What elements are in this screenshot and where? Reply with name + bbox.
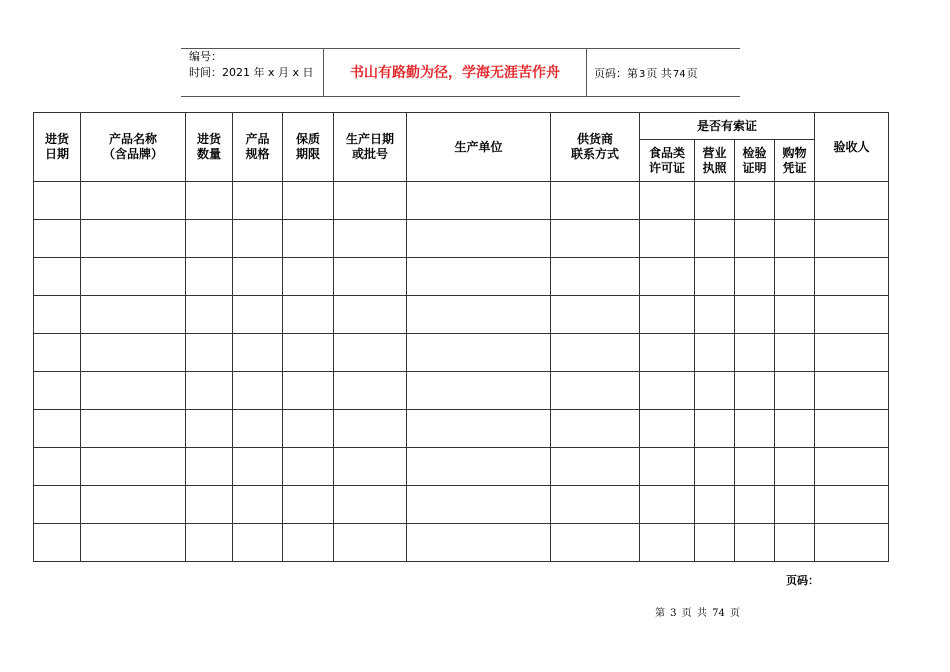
- table-cell[interactable]: [815, 220, 889, 258]
- table-cell[interactable]: [81, 372, 186, 410]
- table-cell[interactable]: [81, 334, 186, 372]
- table-cell[interactable]: [186, 220, 233, 258]
- page-mid: 页 共: [646, 67, 672, 80]
- col-header-date: 进货 日期: [34, 113, 81, 182]
- header-page-info: [594, 65, 698, 81]
- page-prefix: 页码：第: [594, 67, 638, 80]
- table-cell[interactable]: [233, 334, 283, 372]
- table-cell[interactable]: [640, 182, 695, 220]
- table-cell[interactable]: [34, 220, 81, 258]
- table-cell[interactable]: [81, 524, 186, 562]
- table-cell[interactable]: [551, 296, 640, 334]
- table-cell[interactable]: [81, 220, 186, 258]
- table-cell[interactable]: [233, 220, 283, 258]
- table-cell[interactable]: [407, 182, 551, 220]
- table-cell[interactable]: [407, 486, 551, 524]
- table-cell[interactable]: [640, 486, 695, 524]
- table-cell[interactable]: [695, 334, 735, 372]
- table-cell[interactable]: [34, 486, 81, 524]
- table-cell[interactable]: [735, 486, 775, 524]
- table-cell[interactable]: [407, 448, 551, 486]
- table-cell[interactable]: [34, 372, 81, 410]
- table-cell[interactable]: [407, 524, 551, 562]
- col-header-cert-group: 是否有索证: [640, 113, 815, 140]
- table-cell[interactable]: [186, 372, 233, 410]
- col-header-quantity: 进货 数量: [186, 113, 233, 182]
- table-cell[interactable]: [34, 334, 81, 372]
- table-row: [34, 372, 889, 410]
- table-row: [34, 258, 889, 296]
- table-cell[interactable]: [233, 258, 283, 296]
- table-cell[interactable]: [640, 296, 695, 334]
- motto: 书山有路勤为径，学海无涯苦作舟: [350, 65, 560, 81]
- page-number: 3: [639, 69, 646, 80]
- table-cell[interactable]: [775, 182, 815, 220]
- table-row: [34, 524, 889, 562]
- table-cell[interactable]: [775, 448, 815, 486]
- table-cell[interactable]: [81, 410, 186, 448]
- table-cell[interactable]: [695, 448, 735, 486]
- table-cell[interactable]: [640, 334, 695, 372]
- table-cell[interactable]: [81, 296, 186, 334]
- table-cell[interactable]: [283, 220, 334, 258]
- table-cell[interactable]: [34, 448, 81, 486]
- table-cell[interactable]: [283, 296, 334, 334]
- col-header-product: 产品名称 （含品牌）: [81, 113, 186, 182]
- table-cell[interactable]: [815, 372, 889, 410]
- table-row: [34, 334, 889, 372]
- table-cell[interactable]: [640, 220, 695, 258]
- table-cell[interactable]: [775, 334, 815, 372]
- table-cell[interactable]: [186, 296, 233, 334]
- header-info: [189, 49, 314, 81]
- table-cell[interactable]: [186, 182, 233, 220]
- table-cell[interactable]: [34, 182, 81, 220]
- table-cell[interactable]: [775, 410, 815, 448]
- table-cell[interactable]: [283, 410, 334, 448]
- table-cell[interactable]: [334, 334, 407, 372]
- table-cell[interactable]: [186, 410, 233, 448]
- table-cell[interactable]: [334, 486, 407, 524]
- table-cell[interactable]: [695, 220, 735, 258]
- table-row: [34, 410, 889, 448]
- table-body: [34, 182, 889, 562]
- table-cell[interactable]: [283, 524, 334, 562]
- table-cell[interactable]: [551, 334, 640, 372]
- table-cell[interactable]: [186, 486, 233, 524]
- table-cell[interactable]: [775, 486, 815, 524]
- table-cell[interactable]: [233, 410, 283, 448]
- table-cell[interactable]: [233, 486, 283, 524]
- table-cell[interactable]: [233, 524, 283, 562]
- col-header-shelf-life: 保质 期限: [283, 113, 334, 182]
- table-cell[interactable]: [735, 182, 775, 220]
- table-row: [34, 182, 889, 220]
- table-cell[interactable]: [640, 258, 695, 296]
- table-cell[interactable]: [815, 524, 889, 562]
- table-cell[interactable]: [233, 372, 283, 410]
- table-cell[interactable]: [186, 258, 233, 296]
- table-cell[interactable]: [815, 182, 889, 220]
- table-cell[interactable]: [81, 182, 186, 220]
- table-cell[interactable]: [334, 220, 407, 258]
- table-cell[interactable]: [334, 296, 407, 334]
- table-cell[interactable]: [233, 448, 283, 486]
- table-cell[interactable]: [551, 182, 640, 220]
- table-cell[interactable]: [407, 296, 551, 334]
- table-cell[interactable]: [34, 296, 81, 334]
- table-cell[interactable]: [775, 258, 815, 296]
- table-cell[interactable]: [815, 448, 889, 486]
- table-cell[interactable]: [283, 448, 334, 486]
- table-cell[interactable]: [695, 486, 735, 524]
- col-header-spec: 产品 规格: [233, 113, 283, 182]
- table-cell[interactable]: [34, 410, 81, 448]
- table-cell[interactable]: [283, 372, 334, 410]
- table-cell[interactable]: [695, 296, 735, 334]
- table-cell[interactable]: [735, 296, 775, 334]
- table-cell[interactable]: [695, 182, 735, 220]
- table-cell[interactable]: [233, 296, 283, 334]
- table-cell[interactable]: [735, 372, 775, 410]
- table-cell[interactable]: [407, 334, 551, 372]
- table-cell[interactable]: [81, 448, 186, 486]
- table-cell[interactable]: [551, 448, 640, 486]
- code-label: 编号：: [189, 50, 222, 63]
- col-header-cert-inspection: 检验 证明: [735, 140, 775, 182]
- table-cell[interactable]: [334, 182, 407, 220]
- table-cell[interactable]: [735, 258, 775, 296]
- table-cell[interactable]: [695, 524, 735, 562]
- table-cell[interactable]: [186, 334, 233, 372]
- table-cell[interactable]: [735, 448, 775, 486]
- table-row: [34, 220, 889, 258]
- table-cell[interactable]: [34, 524, 81, 562]
- table-cell[interactable]: [775, 524, 815, 562]
- table-row: [34, 486, 889, 524]
- table-cell[interactable]: [334, 258, 407, 296]
- table-cell[interactable]: [815, 410, 889, 448]
- footer-page-line: 第 3 页 共 74 页: [655, 608, 740, 619]
- footer-page-label: 页码：: [786, 574, 819, 587]
- table-cell[interactable]: [815, 258, 889, 296]
- table-cell[interactable]: [34, 258, 81, 296]
- table-cell[interactable]: [233, 182, 283, 220]
- col-header-cert-business: 营业 执照: [695, 140, 735, 182]
- table-cell[interactable]: [283, 258, 334, 296]
- col-header-inspector: 验收人: [815, 113, 889, 182]
- col-header-supplier: 供货商 联系方式: [551, 113, 640, 182]
- table-cell[interactable]: [640, 372, 695, 410]
- table-cell[interactable]: [640, 410, 695, 448]
- table-cell[interactable]: [551, 410, 640, 448]
- header-divider-right: [586, 48, 587, 96]
- table-cell[interactable]: [334, 448, 407, 486]
- table-cell[interactable]: [283, 182, 334, 220]
- table-cell[interactable]: [775, 220, 815, 258]
- table-cell[interactable]: [407, 220, 551, 258]
- table-cell[interactable]: [815, 486, 889, 524]
- table-cell[interactable]: [735, 334, 775, 372]
- header-bottom-rule: [181, 96, 740, 97]
- table-row: [34, 448, 889, 486]
- table-cell[interactable]: [551, 258, 640, 296]
- table-cell[interactable]: [735, 524, 775, 562]
- table-cell[interactable]: [551, 372, 640, 410]
- table-cell[interactable]: [735, 220, 775, 258]
- table-cell[interactable]: [551, 524, 640, 562]
- col-header-manufacturer: 生产单位: [407, 113, 551, 182]
- table-cell[interactable]: [334, 524, 407, 562]
- table-cell[interactable]: [640, 524, 695, 562]
- time-label: 时间：2021 年 x 月 x 日: [189, 66, 314, 79]
- table-cell[interactable]: [334, 372, 407, 410]
- col-header-cert-purchase: 购物 凭证: [775, 140, 815, 182]
- table-cell[interactable]: [407, 372, 551, 410]
- page-suffix: 页: [686, 67, 698, 80]
- col-header-cert-food: 食品类 许可证: [640, 140, 695, 182]
- table-cell[interactable]: [407, 410, 551, 448]
- table-cell[interactable]: [695, 410, 735, 448]
- table-cell[interactable]: [551, 220, 640, 258]
- table-cell[interactable]: [81, 258, 186, 296]
- table-cell[interactable]: [81, 486, 186, 524]
- table-cell[interactable]: [695, 258, 735, 296]
- table-cell[interactable]: [551, 486, 640, 524]
- table-cell[interactable]: [775, 296, 815, 334]
- table-cell[interactable]: [283, 486, 334, 524]
- table-cell[interactable]: [186, 448, 233, 486]
- page-total: 74: [672, 69, 686, 80]
- table-cell[interactable]: [815, 296, 889, 334]
- table-cell[interactable]: [407, 258, 551, 296]
- purchase-inspection-table: [33, 112, 889, 562]
- table-cell[interactable]: [775, 372, 815, 410]
- table-cell[interactable]: [815, 334, 889, 372]
- table-row: [34, 296, 889, 334]
- table-cell[interactable]: [640, 448, 695, 486]
- table-cell[interactable]: [334, 410, 407, 448]
- table-cell[interactable]: [695, 372, 735, 410]
- table-cell[interactable]: [186, 524, 233, 562]
- col-header-batch: 生产日期 或批号: [334, 113, 407, 182]
- table-cell[interactable]: [283, 334, 334, 372]
- table-cell[interactable]: [735, 410, 775, 448]
